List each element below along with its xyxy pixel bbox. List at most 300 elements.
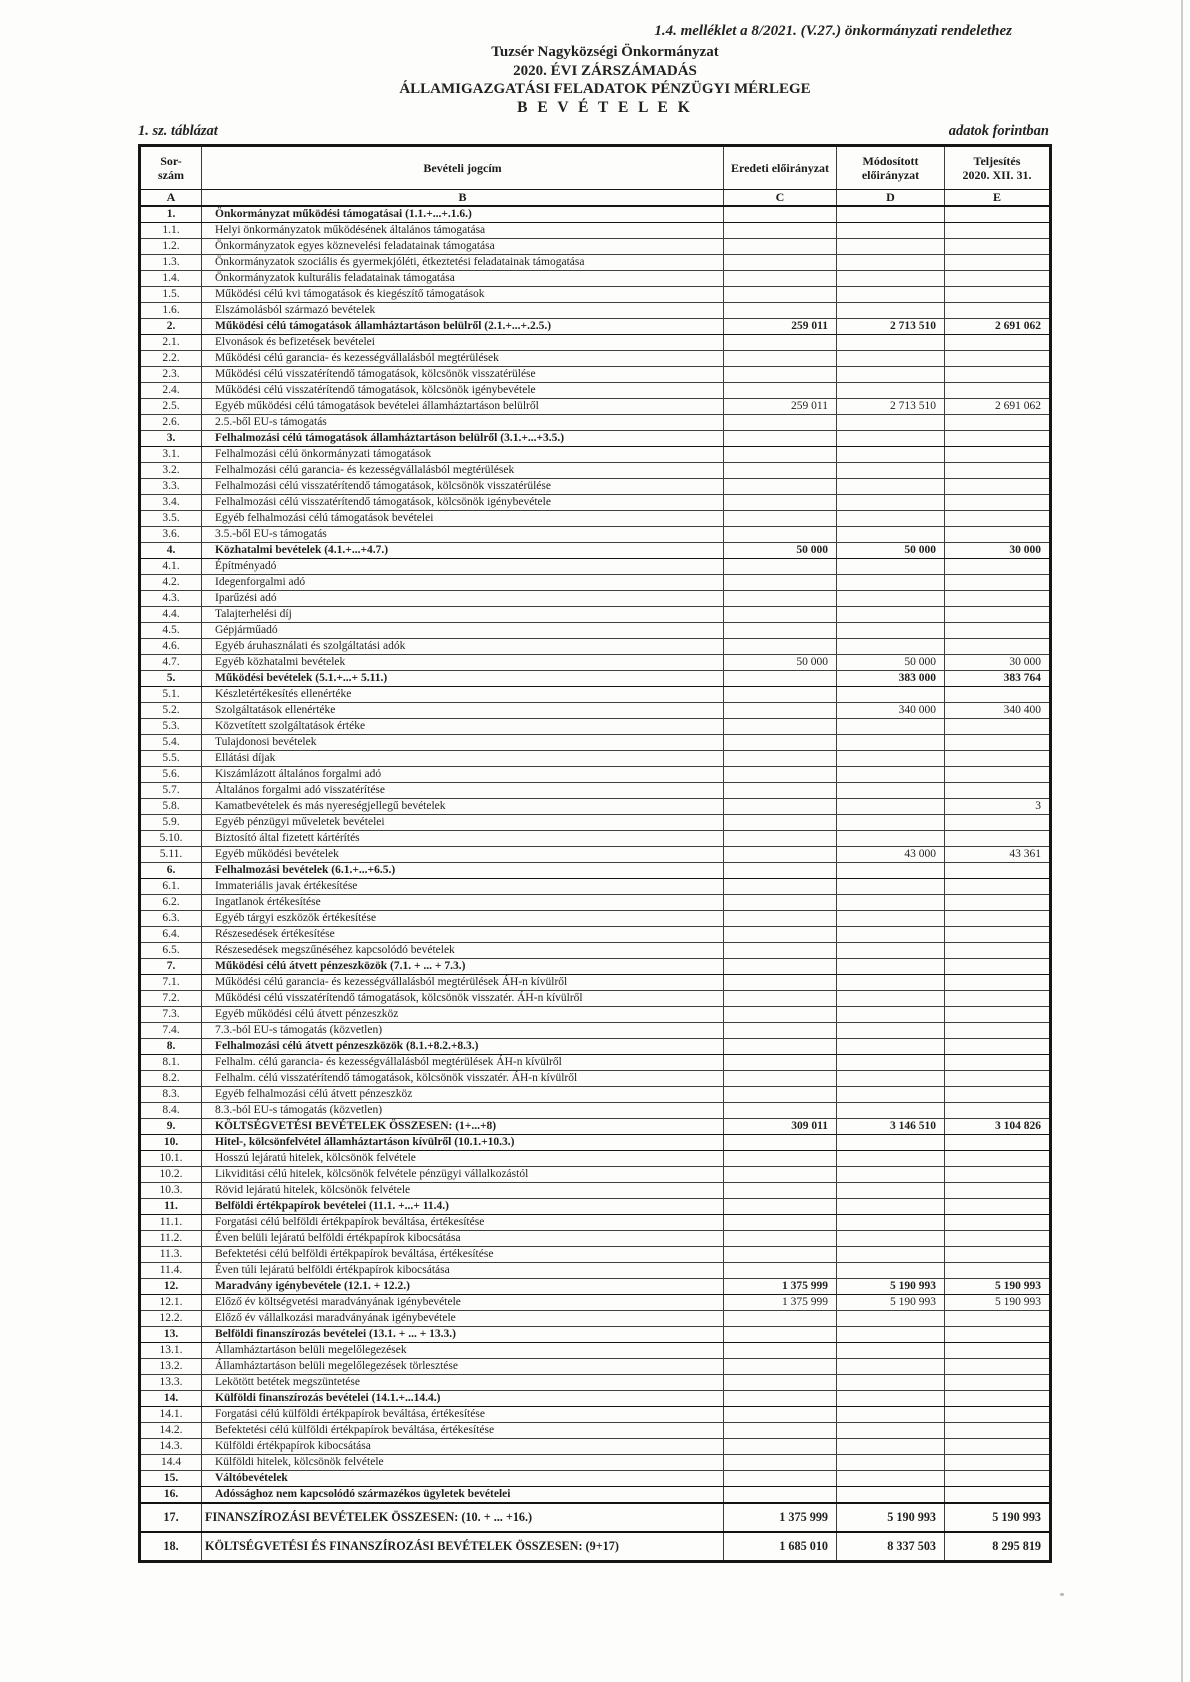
cell-b: Forgatási célú belföldi értékpapírok beváltása, értékesítése	[202, 1215, 724, 1231]
cell-e	[945, 575, 1051, 591]
cell-b: Egyéb felhalmozási célú átvett pénzeszköz	[202, 1087, 724, 1103]
table-row	[140, 399, 1051, 415]
cell-c	[724, 511, 837, 527]
cell-a: 2.5.	[140, 399, 202, 415]
table-row	[140, 623, 1051, 639]
cell-b: Működési célú visszatérítendő támogatások, kölcsönök visszatérülése	[202, 367, 724, 383]
cell-c	[724, 1407, 837, 1423]
cell-e	[945, 1247, 1051, 1263]
cell-e	[945, 1455, 1051, 1471]
table-row	[140, 543, 1051, 559]
table-row	[140, 1455, 1051, 1471]
cell-c	[724, 799, 837, 815]
table-row	[140, 383, 1051, 399]
cell-a: 5.10.	[140, 831, 202, 847]
cell-a: 4.5.	[140, 623, 202, 639]
cell-d	[837, 1055, 945, 1071]
cell-e	[945, 639, 1051, 655]
cell-b: Elszámolásból származó bevételek	[202, 303, 724, 319]
header-sorszam-line2: szám	[158, 168, 184, 182]
cell-b: Részesedések értékesítése	[202, 927, 724, 943]
cell-b: 7.3.-ból EU-s támogatás (közvetlen)	[202, 1023, 724, 1039]
cell-d	[837, 335, 945, 351]
header-row	[140, 146, 1051, 190]
table-number-label: 1. sz. táblázat	[138, 123, 218, 139]
cell-e	[945, 751, 1051, 767]
table-row	[140, 319, 1051, 335]
cell-c	[724, 575, 837, 591]
cell-c	[724, 1071, 837, 1087]
cell-a: 3.6.	[140, 527, 202, 543]
scan-artifact-line	[1181, 0, 1183, 1682]
cell-d	[837, 799, 945, 815]
cell-e: 5 190 993	[945, 1503, 1051, 1532]
cell-b: Tulajdonosi bevételek	[202, 735, 724, 751]
cell-b: Egyéb felhalmozási célú támogatások bevételei	[202, 511, 724, 527]
table-row	[140, 927, 1051, 943]
cell-b: Likviditási célú hitelek, kölcsönök felvétele pénzügyi vállalkozástól	[202, 1167, 724, 1183]
cell-b: Ellátási díjak	[202, 751, 724, 767]
cell-b: Egyéb tárgyi eszközök értékesítése	[202, 911, 724, 927]
cell-b: Belföldi értékpapírok bevételei (11.1. +...+ 11.4.)	[202, 1199, 724, 1215]
cell-d	[837, 495, 945, 511]
cell-a: 4.	[140, 543, 202, 559]
cell-a: 13.1.	[140, 1343, 202, 1359]
cell-d	[837, 479, 945, 495]
cell-c	[724, 607, 837, 623]
cell-e: 3 104 826	[945, 1119, 1051, 1135]
cell-c	[724, 1183, 837, 1199]
table-row	[140, 463, 1051, 479]
document-subtitle: ÁLLAMIGAZGATÁSI FELADATOK PÉNZÜGYI MÉRLEGE	[399, 81, 811, 97]
table-row	[140, 559, 1051, 575]
cell-c	[724, 527, 837, 543]
cell-d	[837, 271, 945, 287]
cell-c	[724, 671, 837, 687]
cell-c	[724, 1135, 837, 1151]
cell-e	[945, 1375, 1051, 1391]
cell-b: Felhalmozási célú visszatérítendő támogatások, kölcsönök visszatérülése	[202, 479, 724, 495]
table-row	[140, 415, 1051, 431]
cell-d	[837, 943, 945, 959]
cell-b: Szolgáltatások ellenértéke	[202, 703, 724, 719]
cell-d	[837, 607, 945, 623]
cell-b: Felhalmozási bevételek (6.1.+...+6.5.)	[202, 863, 724, 879]
table-row	[140, 1135, 1051, 1151]
cell-b: 3.5.-ből EU-s támogatás	[202, 527, 724, 543]
column-letter-a: A	[140, 190, 202, 207]
table-row	[140, 479, 1051, 495]
table-row	[140, 1247, 1051, 1263]
table-row	[140, 1023, 1051, 1039]
cell-b: 8.3.-ból EU-s támogatás (közvetlen)	[202, 1103, 724, 1119]
header-modositott-line1: Módosított	[862, 154, 919, 168]
cell-c	[724, 703, 837, 719]
cell-c	[724, 431, 837, 447]
cell-c	[724, 1423, 837, 1439]
cell-a: 6.	[140, 863, 202, 879]
table-row	[140, 783, 1051, 799]
cell-b: Önkormányzat működési támogatásai (1.1.+...+.1.6.)	[202, 206, 724, 223]
cell-d	[837, 511, 945, 527]
cell-a: 11.2.	[140, 1231, 202, 1247]
cell-d	[837, 431, 945, 447]
cell-c	[724, 303, 837, 319]
cell-e	[945, 895, 1051, 911]
title-block	[10, 43, 1190, 117]
cell-e	[945, 1103, 1051, 1119]
cell-a: 2.2.	[140, 351, 202, 367]
table-row	[140, 1231, 1051, 1247]
cell-d	[837, 1151, 945, 1167]
cell-b: Működési célú garancia- és kezességvállalásból megtérülések ÁH-n kívülről	[202, 975, 724, 991]
table-row	[140, 351, 1051, 367]
cell-b: Adóssághoz nem kapcsolódó származékos ügyletek bevételei	[202, 1487, 724, 1504]
cell-c	[724, 479, 837, 495]
cell-a: 5.9.	[140, 815, 202, 831]
cell-d	[837, 367, 945, 383]
table-row	[140, 831, 1051, 847]
cell-d: 50 000	[837, 655, 945, 671]
table-row	[140, 287, 1051, 303]
table-row	[140, 943, 1051, 959]
column-letter-d: D	[837, 190, 945, 207]
table-row	[140, 1471, 1051, 1487]
cell-a: 14.4	[140, 1455, 202, 1471]
table-row	[140, 1327, 1051, 1343]
cell-e	[945, 1087, 1051, 1103]
table-row	[140, 655, 1051, 671]
cell-d	[837, 255, 945, 271]
table-row	[140, 703, 1051, 719]
cell-c	[724, 287, 837, 303]
cell-d	[837, 1039, 945, 1055]
cell-e	[945, 1391, 1051, 1407]
table-row	[140, 271, 1051, 287]
table-row	[140, 447, 1051, 463]
cell-c	[724, 847, 837, 863]
cell-a: 5.2.	[140, 703, 202, 719]
cell-d: 383 000	[837, 671, 945, 687]
cell-a: 5.1.	[140, 687, 202, 703]
revenue-table	[138, 144, 1052, 1563]
cell-e	[945, 511, 1051, 527]
cell-e	[945, 1487, 1051, 1504]
cell-b: Iparűzési adó	[202, 591, 724, 607]
cell-a: 8.1.	[140, 1055, 202, 1071]
cell-d	[837, 1359, 945, 1375]
cell-c	[724, 1359, 837, 1375]
cell-e	[945, 335, 1051, 351]
cell-b: Általános forgalmi adó visszatérítése	[202, 783, 724, 799]
cell-b: Felhalmozási célú önkormányzati támogatások	[202, 447, 724, 463]
cell-d	[837, 783, 945, 799]
cell-d	[837, 1423, 945, 1439]
cell-d	[837, 1087, 945, 1103]
cell-e	[945, 559, 1051, 575]
cell-b: Működési célú átvett pénzeszközök (7.1. + ... + 7.3.)	[202, 959, 724, 975]
cell-a: 11.3.	[140, 1247, 202, 1263]
cell-b: Egyéb közhatalmi bevételek	[202, 655, 724, 671]
cell-e: 30 000	[945, 543, 1051, 559]
cell-d	[837, 415, 945, 431]
cell-d	[837, 623, 945, 639]
cell-c	[724, 751, 837, 767]
cell-a: 11.1.	[140, 1215, 202, 1231]
cell-b: Kiszámlázott általános forgalmi adó	[202, 767, 724, 783]
cell-e: 5 190 993	[945, 1279, 1051, 1295]
table-row	[140, 511, 1051, 527]
cell-c	[724, 959, 837, 975]
table-row	[140, 1439, 1051, 1455]
cell-a: 5.4.	[140, 735, 202, 751]
cell-a: 6.3.	[140, 911, 202, 927]
table-row	[140, 1391, 1051, 1407]
table-row	[140, 751, 1051, 767]
cell-b: Önkormányzatok kulturális feladatainak támogatása	[202, 271, 724, 287]
cell-b: Egyéb működési bevételek	[202, 847, 724, 863]
cell-d	[837, 1007, 945, 1023]
cell-b: Hosszú lejáratú hitelek, kölcsönök felvétele	[202, 1151, 724, 1167]
cell-a: 3.5.	[140, 511, 202, 527]
cell-d	[837, 991, 945, 1007]
cell-a: 5.	[140, 671, 202, 687]
cell-c	[724, 1103, 837, 1119]
cell-e	[945, 831, 1051, 847]
cell-a: 6.4.	[140, 927, 202, 943]
header-sorszam	[140, 146, 202, 190]
table-row	[140, 879, 1051, 895]
cell-a: 1.6.	[140, 303, 202, 319]
cell-e	[945, 1135, 1051, 1151]
cell-a: 1.	[140, 206, 202, 223]
cell-a: 1.4.	[140, 271, 202, 287]
cell-e	[945, 1263, 1051, 1279]
cell-c	[724, 895, 837, 911]
cell-b: Külföldi finanszírozás bevételei (14.1.+...14.4.)	[202, 1391, 724, 1407]
cell-a: 15.	[140, 1471, 202, 1487]
cell-b: Immateriális javak értékesítése	[202, 879, 724, 895]
cell-a: 14.1.	[140, 1407, 202, 1423]
cell-c: 1 375 999	[724, 1503, 837, 1532]
cell-b: Önkormányzatok szociális és gyermekjóléti, étkeztetési feladatainak támogatása	[202, 255, 724, 271]
cell-b: Gépjárműadó	[202, 623, 724, 639]
cell-c	[724, 271, 837, 287]
cell-e	[945, 287, 1051, 303]
cell-b: Külföldi hitelek, kölcsönök felvétele	[202, 1455, 724, 1471]
cell-d	[837, 1311, 945, 1327]
cell-c: 50 000	[724, 655, 837, 671]
decree-annotation: 1.4. melléklet a 8/2021. (V.27.) önkormányzati rendelethez	[654, 23, 1012, 39]
cell-d	[837, 1023, 945, 1039]
cell-d	[837, 975, 945, 991]
cell-c	[724, 943, 837, 959]
cell-e: 383 764	[945, 671, 1051, 687]
table-row	[140, 206, 1051, 223]
cell-a: 2.3.	[140, 367, 202, 383]
cell-b: Maradvány igénybevétele (12.1. + 12.2.)	[202, 1279, 724, 1295]
cell-b: Forgatási célú külföldi értékpapírok beváltása, értékesítése	[202, 1407, 724, 1423]
table-row	[140, 1167, 1051, 1183]
cell-a: 5.6.	[140, 767, 202, 783]
cell-b: Működési bevételek (5.1.+...+ 5.11.)	[202, 671, 724, 687]
cell-a: 13.2.	[140, 1359, 202, 1375]
cell-e	[945, 735, 1051, 751]
cell-a: 8.3.	[140, 1087, 202, 1103]
table-row	[140, 1503, 1051, 1532]
cell-c	[724, 1167, 837, 1183]
cell-c	[724, 1247, 837, 1263]
cell-a: 4.3.	[140, 591, 202, 607]
cell-e	[945, 623, 1051, 639]
cell-a: 14.	[140, 1391, 202, 1407]
cell-d	[837, 831, 945, 847]
cell-c	[724, 1039, 837, 1055]
cell-c	[724, 463, 837, 479]
header-sorszam-line1: Sor-	[160, 154, 182, 168]
cell-a: 4.1.	[140, 559, 202, 575]
cell-b: Talajterhelési díj	[202, 607, 724, 623]
cell-e	[945, 1359, 1051, 1375]
cell-d	[837, 911, 945, 927]
cell-d: 5 190 993	[837, 1295, 945, 1311]
table-row	[140, 527, 1051, 543]
cell-a: 7.3.	[140, 1007, 202, 1023]
cell-c	[724, 735, 837, 751]
table-row	[140, 1119, 1051, 1135]
cell-d	[837, 463, 945, 479]
cell-c	[724, 415, 837, 431]
cell-c	[724, 975, 837, 991]
cell-b: Ingatlanok értékesítése	[202, 895, 724, 911]
table-row	[140, 367, 1051, 383]
table-row	[140, 1407, 1051, 1423]
cell-b: 2.5.-ből EU-s támogatás	[202, 415, 724, 431]
cell-d	[837, 815, 945, 831]
table-row	[140, 911, 1051, 927]
table-row	[140, 591, 1051, 607]
cell-b: Elvonások és befizetések bevételei	[202, 335, 724, 351]
cell-a: 5.5.	[140, 751, 202, 767]
cell-e	[945, 383, 1051, 399]
cell-d	[837, 1231, 945, 1247]
table-row	[140, 303, 1051, 319]
cell-c	[724, 591, 837, 607]
cell-c	[724, 639, 837, 655]
cell-c	[724, 815, 837, 831]
cell-c: 309 011	[724, 1119, 837, 1135]
cell-c	[724, 1215, 837, 1231]
cell-e	[945, 783, 1051, 799]
cell-a: 18.	[140, 1532, 202, 1562]
cell-b: FINANSZÍROZÁSI BEVÉTELEK ÖSSZESEN: (10. + ... +16.)	[202, 1503, 724, 1532]
cell-d: 2 713 510	[837, 399, 945, 415]
cell-e	[945, 1215, 1051, 1231]
cell-d	[837, 239, 945, 255]
cell-e	[945, 1343, 1051, 1359]
cell-a: 12.1.	[140, 1295, 202, 1311]
table-row	[140, 1055, 1051, 1071]
cell-a: 6.5.	[140, 943, 202, 959]
cell-e	[945, 1167, 1051, 1183]
cell-d	[837, 751, 945, 767]
cell-a: 7.2.	[140, 991, 202, 1007]
cell-c	[724, 559, 837, 575]
table-row	[140, 1263, 1051, 1279]
cell-e: 340 400	[945, 703, 1051, 719]
cell-e	[945, 527, 1051, 543]
cell-c	[724, 1471, 837, 1487]
cell-e: 8 295 819	[945, 1532, 1051, 1562]
cell-e	[945, 943, 1051, 959]
cell-b: Működési célú támogatások államháztartáson belülről (2.1.+...+.2.5.)	[202, 319, 724, 335]
cell-b: Éven belüli lejáratú belföldi értékpapírok kibocsátása	[202, 1231, 724, 1247]
cell-c	[724, 447, 837, 463]
cell-e	[945, 1439, 1051, 1455]
cell-e: 43 361	[945, 847, 1051, 863]
cell-a: 12.2.	[140, 1311, 202, 1327]
cell-a: 1.2.	[140, 239, 202, 255]
cell-a: 11.4.	[140, 1263, 202, 1279]
cell-b: Biztosító által fizetett kártérítés	[202, 831, 724, 847]
cell-d	[837, 591, 945, 607]
table-row	[140, 223, 1051, 239]
column-letter-row	[140, 190, 1051, 207]
cell-c	[724, 1487, 837, 1504]
units-label: adatok forintban	[948, 123, 1049, 139]
cell-c	[724, 1087, 837, 1103]
cell-e: 3	[945, 799, 1051, 815]
cell-b: Belföldi finanszírozás bevételei (13.1. + ... + 13.3.)	[202, 1327, 724, 1343]
cell-e	[945, 863, 1051, 879]
cell-e: 30 000	[945, 655, 1051, 671]
cell-a: 2.	[140, 319, 202, 335]
cell-d	[837, 1439, 945, 1455]
table-row	[140, 1279, 1051, 1295]
cell-c	[724, 1455, 837, 1471]
cell-a: 8.4.	[140, 1103, 202, 1119]
cell-b: Rövid lejáratú hitelek, kölcsönök felvétele	[202, 1183, 724, 1199]
cell-b: Éven túli lejáratú belföldi értékpapírok kibocsátása	[202, 1263, 724, 1279]
cell-d	[837, 1199, 945, 1215]
table-row	[140, 975, 1051, 991]
cell-d: 3 146 510	[837, 1119, 945, 1135]
cell-a: 6.2.	[140, 895, 202, 911]
cell-c	[724, 206, 837, 223]
cell-b: Befektetési célú belföldi értékpapírok beváltása, értékesítése	[202, 1247, 724, 1263]
cell-b: Helyi önkormányzatok működésének általános támogatása	[202, 223, 724, 239]
cell-e	[945, 1311, 1051, 1327]
cell-c	[724, 1311, 837, 1327]
cell-c: 259 011	[724, 399, 837, 415]
cell-d	[837, 383, 945, 399]
cell-c	[724, 1327, 837, 1343]
cell-c	[724, 351, 837, 367]
cell-b: Működési célú visszatérítendő támogatások, kölcsönök igénybevétele	[202, 383, 724, 399]
cell-e	[945, 687, 1051, 703]
cell-a: 7.	[140, 959, 202, 975]
cell-a: 10.1.	[140, 1151, 202, 1167]
table-row	[140, 847, 1051, 863]
cell-b: Felhalm. célú visszatérítendő támogatások, kölcsönök visszatér. ÁH-n kívülről	[202, 1071, 724, 1087]
cell-d	[837, 719, 945, 735]
header-modositott-line2: előirányzat	[861, 168, 920, 182]
cell-c: 259 011	[724, 319, 837, 335]
cell-c	[724, 495, 837, 511]
cell-d	[837, 879, 945, 895]
header-teljesites-line1: Teljesítés	[973, 154, 1021, 168]
cell-d	[837, 351, 945, 367]
